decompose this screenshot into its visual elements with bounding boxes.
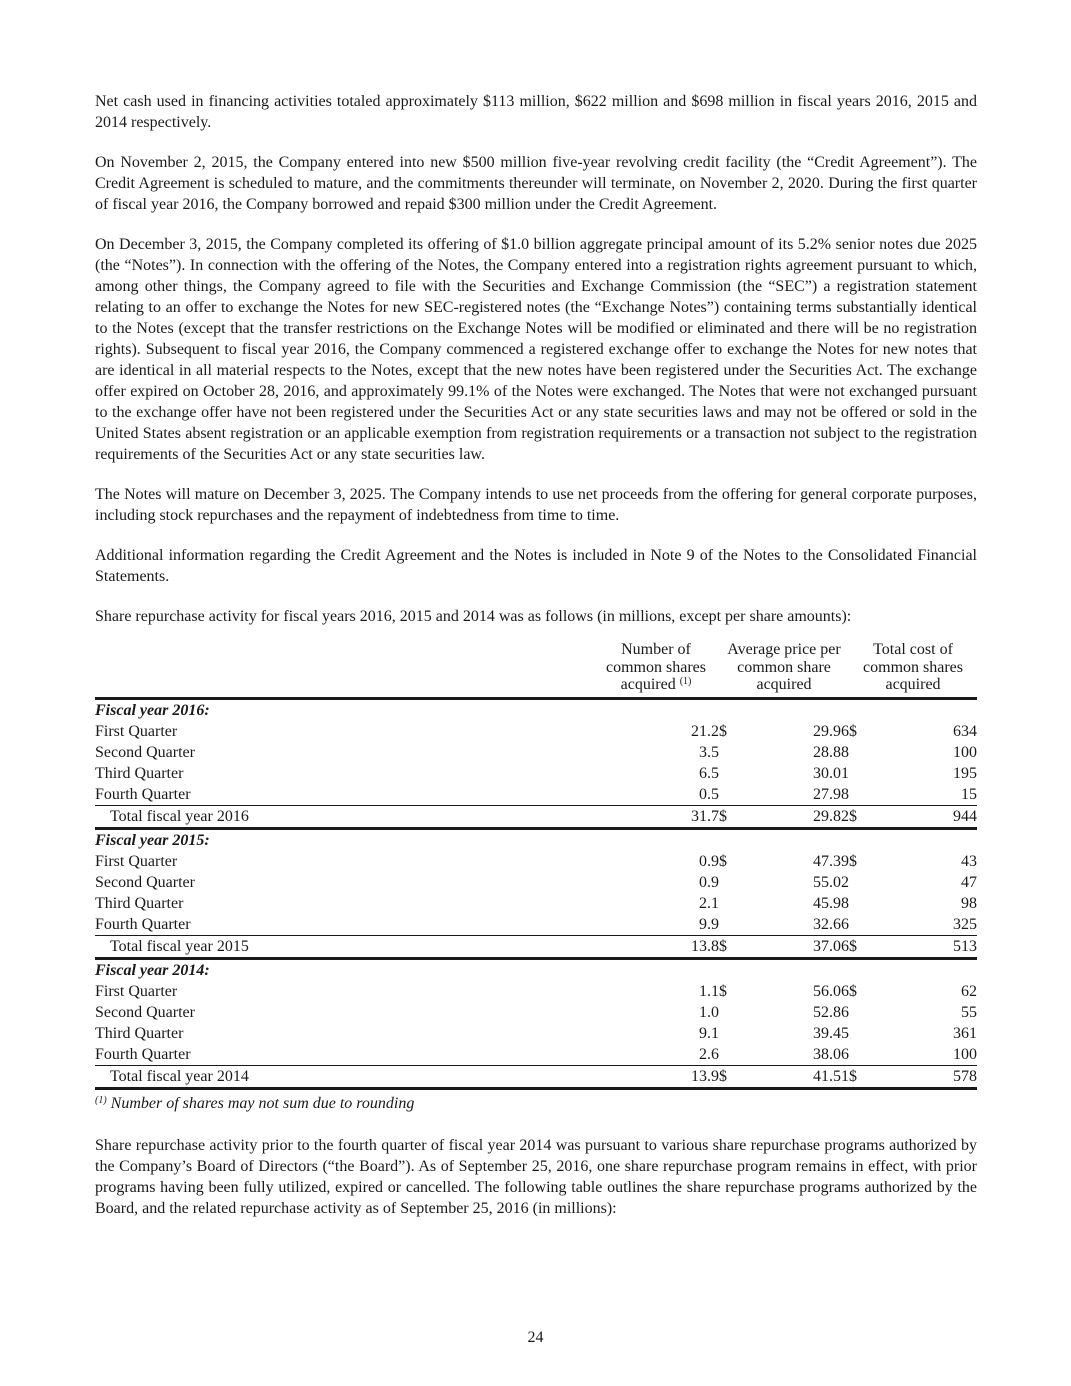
shares-acquired-value: 6.5 [699,764,719,782]
paragraph-notes-maturity: The Notes will mature on December 3, 2025. The Company intends to use net proceeds from the offering for general corporate purposes, including stock repurchases and the repayment of indebtedness from time to time. [95,486,977,524]
table-row [95,763,977,784]
table-total-row [95,1065,977,1088]
shares-acquired-value: 0.9 [699,852,719,870]
shares-acquired-value: 31.7 [593,805,719,828]
shares-acquired-value: 13.8 [593,935,719,958]
row-label: Fourth Quarter [95,784,593,806]
currency-symbol: $ [849,1065,879,1088]
total-cost-value: 55 [961,1003,978,1021]
average-price-value: 55.02 [813,873,850,891]
currency-symbol [849,784,879,806]
currency-symbol [849,893,879,914]
currency-symbol: $ [849,852,858,870]
row-label: First Quarter [95,982,178,1000]
currency-symbol: $ [849,722,858,740]
average-price-value: 28.88 [813,743,850,761]
table-row [95,721,977,742]
average-price-value: 39.45 [813,1024,850,1042]
currency-symbol [849,872,879,893]
shares-acquired-value: 0.5 [593,784,719,806]
currency-symbol [719,742,749,763]
table-row [95,1023,977,1044]
header-total-cost: Total cost of common shares acquired [849,641,977,698]
currency-symbol [719,784,749,806]
paragraph-repurchase-intro: Share repurchase activity for fiscal years 2016, 2015 and 2014 was as follows (in millions, except per share amounts): [95,608,852,625]
average-price-value: 30.01 [813,764,850,782]
shares-acquired-value: 2.6 [593,1044,719,1066]
table-row [95,914,977,936]
currency-symbol [849,914,879,936]
shares-acquired-value: 3.5 [699,743,719,761]
average-price-value: 56.06 [813,982,850,1000]
row-label: Fourth Quarter [95,1044,593,1066]
paragraph-senior-notes: On December 3, 2015, the Company completed its offering of $1.0 billion aggregate principal amount of its 5.2% senior notes due 2025 (the “Notes”). In connection with the offering of the Notes, the Company entered into a registration rights agreement pursuant to which, among other things, the Company agreed to file with the Securities and Exchange Commission (the “SEC”) a registration statement relating to an offer to exchange the Notes for new SEC-registered notes (the “Exchange Notes”) containing terms substantially identical to the Notes (except that the transfer restrictions on the Exchange Notes will be modified or eliminated and there will be no registration rights). Subsequent to fiscal year 2016, the Company commenced a registered exchange offer to exchange the Notes for new notes that are identical in all material respects to the Notes, except that the new notes have been registered under the Securities Act. The exchange offer expired on October 28, 2016, and approximately 99.1% of the Notes were exchanged. The Notes that were not exchanged pursuant to the exchange offer have not been registered under the Securities Act or any state securities laws and may not be offered or sold in the United States absent registration or an applicable exemption from registration requirements or a transaction not subject to the registration requirements of the Securities Act or any state securities law. [95,236,977,463]
table-total-row [95,935,977,958]
currency-symbol [719,914,749,936]
row-label: First Quarter [95,852,178,870]
currency-symbol [719,872,749,893]
table-total-row [95,805,977,828]
table-row [95,1002,977,1023]
currency-symbol: $ [719,852,727,870]
footnote-text: Number of shares may not sum due to rounding [110,1094,415,1112]
share-repurchase-table [95,641,977,1090]
document-page [95,91,977,1219]
shares-acquired-value: 13.9 [593,1065,719,1088]
table-row [95,872,977,893]
currency-symbol [849,742,879,763]
table-row [95,1044,977,1066]
currency-symbol: $ [849,982,858,1000]
average-price-value: 29.96 [813,722,850,740]
footnote-marker: (1) [95,1094,107,1106]
table-row [95,784,977,806]
shares-acquired-value: 9.1 [699,1024,719,1042]
currency-symbol [849,1023,879,1044]
total-cost-value: 43 [961,852,978,870]
total-cost-value: 62 [961,982,978,1000]
section-title: Fiscal year 2015: [95,831,210,849]
total-cost-value: 325 [879,914,977,936]
table-footnote [95,1093,977,1114]
average-price-value: 27.98 [749,784,849,806]
row-label: Third Quarter [95,894,184,912]
total-cost-value: 195 [953,764,978,782]
footnote-marker: (1) [679,676,692,687]
average-price-value: 29.82 [749,805,849,828]
total-cost-value: 361 [953,1024,978,1042]
shares-acquired-value: 1.0 [699,1003,719,1021]
currency-symbol: $ [849,935,879,958]
average-price-value: 45.98 [813,894,850,912]
row-label: Third Quarter [95,764,184,782]
paragraph-repurchase-programs: Share repurchase activity prior to the fourth quarter of fiscal year 2014 was pursuant to various share repurchase programs authorized by the Company’s Board of Directors (“the Board”). As of September 25, 2016, one share repurchase program remains in effect, with prior programs having been fully utilized, expired or cancelled. The following table outlines the share repurchase programs authorized by the Board, and the related repurchase activity as of September 25, 2016 (in millions): [95,1136,977,1217]
shares-acquired-value: 1.1 [699,982,719,1000]
table-row [95,742,977,763]
table-row [95,981,977,1002]
header-blank [95,641,593,698]
header-average-price: Average price per common share acquired [719,641,849,698]
row-label: First Quarter [95,722,178,740]
total-cost-value: 15 [879,784,977,806]
row-label: Second Quarter [95,1003,195,1021]
currency-symbol: $ [719,982,727,1000]
row-label: Total fiscal year 2016 [95,805,593,828]
paragraph-financing-cash: Net cash used in financing activities totaled approximately $113 million, $622 million and $698 million in fiscal years 2016, 2015 and 2014 respectively. [95,93,977,131]
total-cost-value: 634 [953,722,978,740]
currency-symbol [719,1044,749,1066]
table-row [95,893,977,914]
currency-symbol: $ [719,1065,749,1088]
total-cost-value: 98 [961,894,978,912]
row-label: Third Quarter [95,1024,184,1042]
section-title: Fiscal year 2014: [95,961,210,979]
table-header-row [95,641,977,698]
section-title: Fiscal year 2016: [95,701,210,719]
currency-symbol [719,893,749,914]
average-price-value: 38.06 [749,1044,849,1066]
average-price-value: 32.66 [749,914,849,936]
row-label: Total fiscal year 2015 [95,935,593,958]
shares-acquired-value: 21.2 [691,722,719,740]
paragraph-credit-agreement: On November 2, 2015, the Company entered into new $500 million five-year revolving credit facility (the “Credit Agreement”). The Credit Agreement is scheduled to mature, and the commitments thereunder will terminate, on November 2, 2020. During the first quarter of fiscal year 2016, the Company borrowed and repaid $300 million under the Credit Agreement. [95,154,977,213]
average-price-value: 41.51 [749,1065,849,1088]
currency-symbol [849,1002,879,1023]
total-cost-value: 578 [879,1065,977,1088]
average-price-value: 37.06 [749,935,849,958]
shares-acquired-value: 0.9 [699,873,719,891]
row-label: Second Quarter [95,743,195,761]
shares-acquired-value: 9.9 [593,914,719,936]
row-label: Second Quarter [95,873,195,891]
shares-acquired-value: 2.1 [699,894,719,912]
currency-symbol: $ [849,805,879,828]
table-section-row [95,958,977,981]
currency-symbol [849,763,879,784]
total-cost-value: 513 [879,935,977,958]
currency-symbol: $ [719,935,749,958]
currency-symbol [719,1002,749,1023]
average-price-value: 52.86 [813,1003,850,1021]
table-section-row [95,828,977,851]
currency-symbol: $ [719,805,749,828]
average-price-value: 47.39 [813,852,850,870]
header-shares-acquired: Number of common shares acquired $^{(1)}$ [593,641,719,698]
row-label: Fourth Quarter [95,914,593,936]
currency-symbol: $ [719,722,727,740]
page-number: 24 [527,1329,544,1346]
row-label: Total fiscal year 2014 [95,1065,593,1088]
currency-symbol [719,763,749,784]
total-cost-value: 47 [961,873,978,891]
table-section-row [95,698,977,721]
table-body [95,698,977,1088]
paragraph-additional-info: Additional information regarding the Credit Agreement and the Notes is included in Note 9 of the Notes to the Consolidated Financial Statements. [95,547,977,585]
currency-symbol [719,1023,749,1044]
total-cost-value: 944 [879,805,977,828]
total-cost-value: 100 [953,743,978,761]
currency-symbol [849,1044,879,1066]
table-row [95,851,977,872]
total-cost-value: 100 [879,1044,977,1066]
